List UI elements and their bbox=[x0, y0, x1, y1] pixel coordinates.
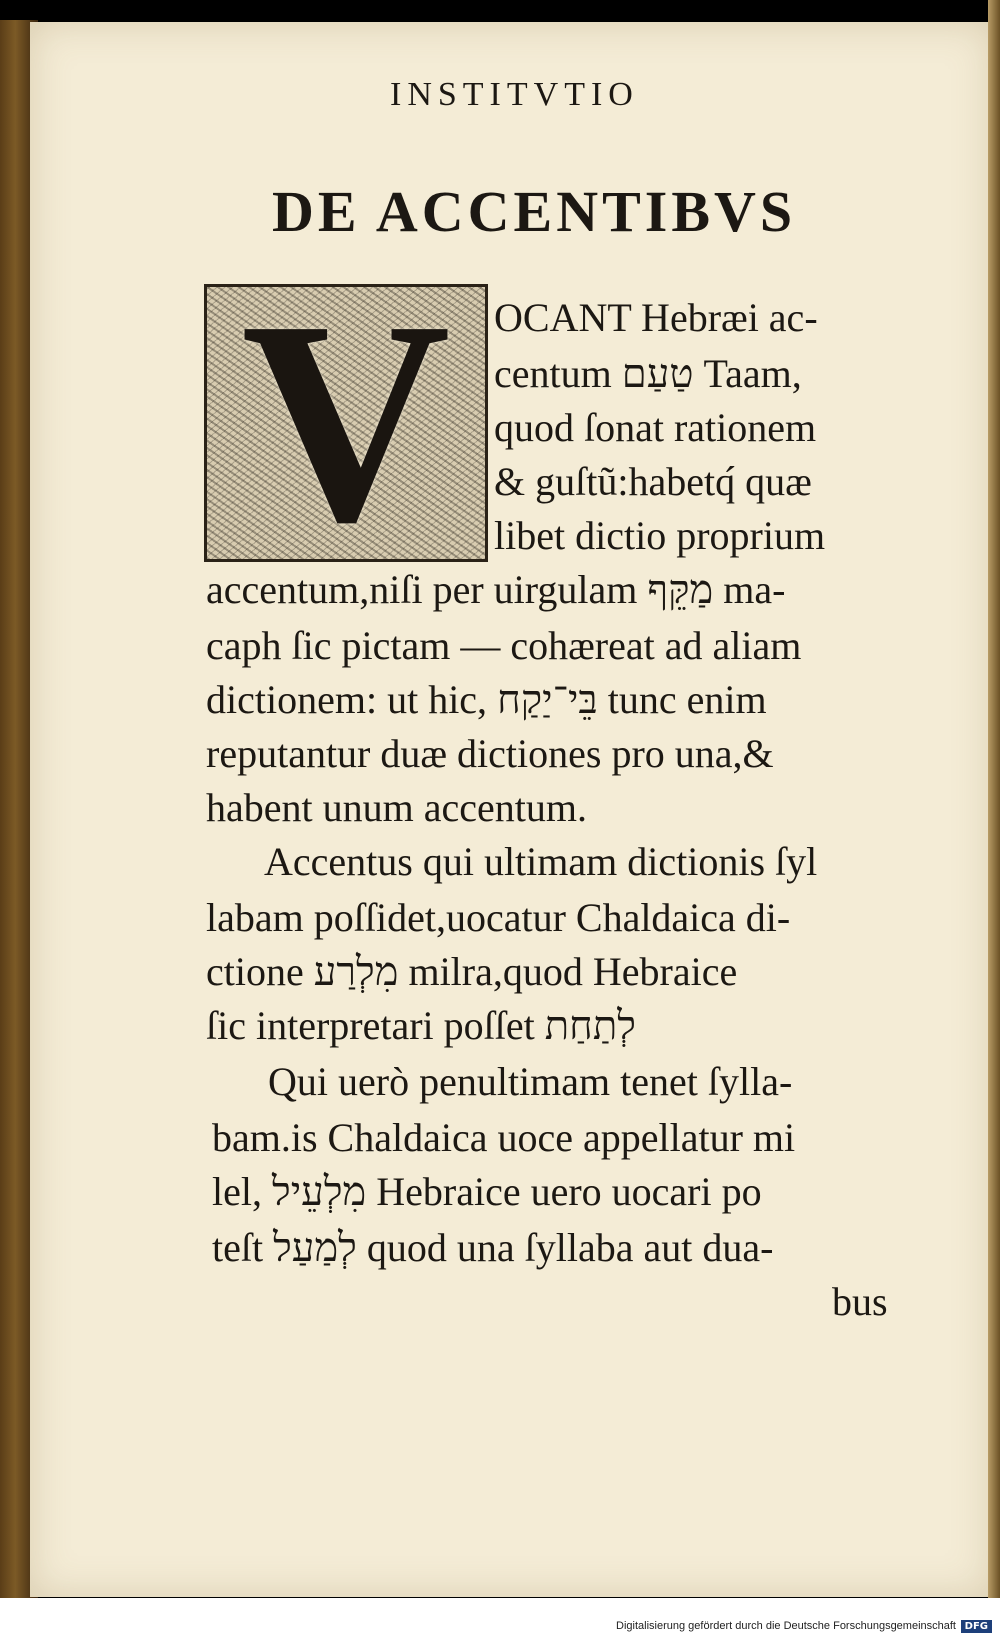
text-line: teſt לְמַעַל quod una ſyllaba aut dua- bbox=[212, 1225, 774, 1270]
text-line: reputantur duæ dictiones pro una,& bbox=[206, 731, 774, 776]
text-line: labam poſſidet,uocatur Chaldaica di- bbox=[206, 895, 791, 940]
decorated-initial bbox=[204, 284, 488, 562]
text-line: ctione מִלְרַע milra,quod Hebraice bbox=[206, 949, 738, 994]
funding-note: Digitalisierung gefördert durch die Deutsche Forschungsgemeinschaft bbox=[616, 1620, 956, 1632]
footer-strip bbox=[0, 1598, 1000, 1638]
text-line: accentum,niſi per uirgulam מַקֵּף ma- bbox=[206, 567, 786, 612]
chapter-heading: DE ACCENTIBVS bbox=[272, 179, 797, 244]
text-line: caph ſic pictam — cohæreat ad aliam bbox=[206, 623, 802, 668]
text-line: lel, מִלְעֵיל Hebraice uero uocari po bbox=[212, 1169, 762, 1214]
dfg-logo: DFG bbox=[961, 1620, 992, 1633]
text-line: & guſtũ:habetq́ quæ bbox=[494, 459, 812, 504]
text-line: centum טַעַם Taam, bbox=[494, 351, 802, 396]
text-line: bam.is Chaldaica uoce appellatur mi bbox=[212, 1115, 796, 1160]
initial-letter: V bbox=[241, 284, 451, 562]
text-line: bus bbox=[832, 1279, 888, 1324]
page-edge-right bbox=[988, 0, 1000, 1610]
running-head: INSTITVTIO bbox=[390, 76, 639, 113]
text-line: habent unum accentum. bbox=[206, 785, 587, 830]
text-line: Qui uerò penultimam tenet ſylla- bbox=[268, 1059, 793, 1104]
text-line: libet dictio proprium bbox=[494, 513, 826, 558]
text-line: quod ſonat rationem bbox=[494, 405, 817, 450]
text-line: dictionem: ut hic, בֵּי־יַקַח tunc enim bbox=[206, 677, 767, 722]
text-line: OCANT Hebræi ac- bbox=[494, 295, 818, 340]
text-line: ſic interpretari poſſet לְתַחַת bbox=[206, 1003, 636, 1048]
text-line: Accentus qui ultimam dictionis ſyl bbox=[264, 839, 818, 884]
